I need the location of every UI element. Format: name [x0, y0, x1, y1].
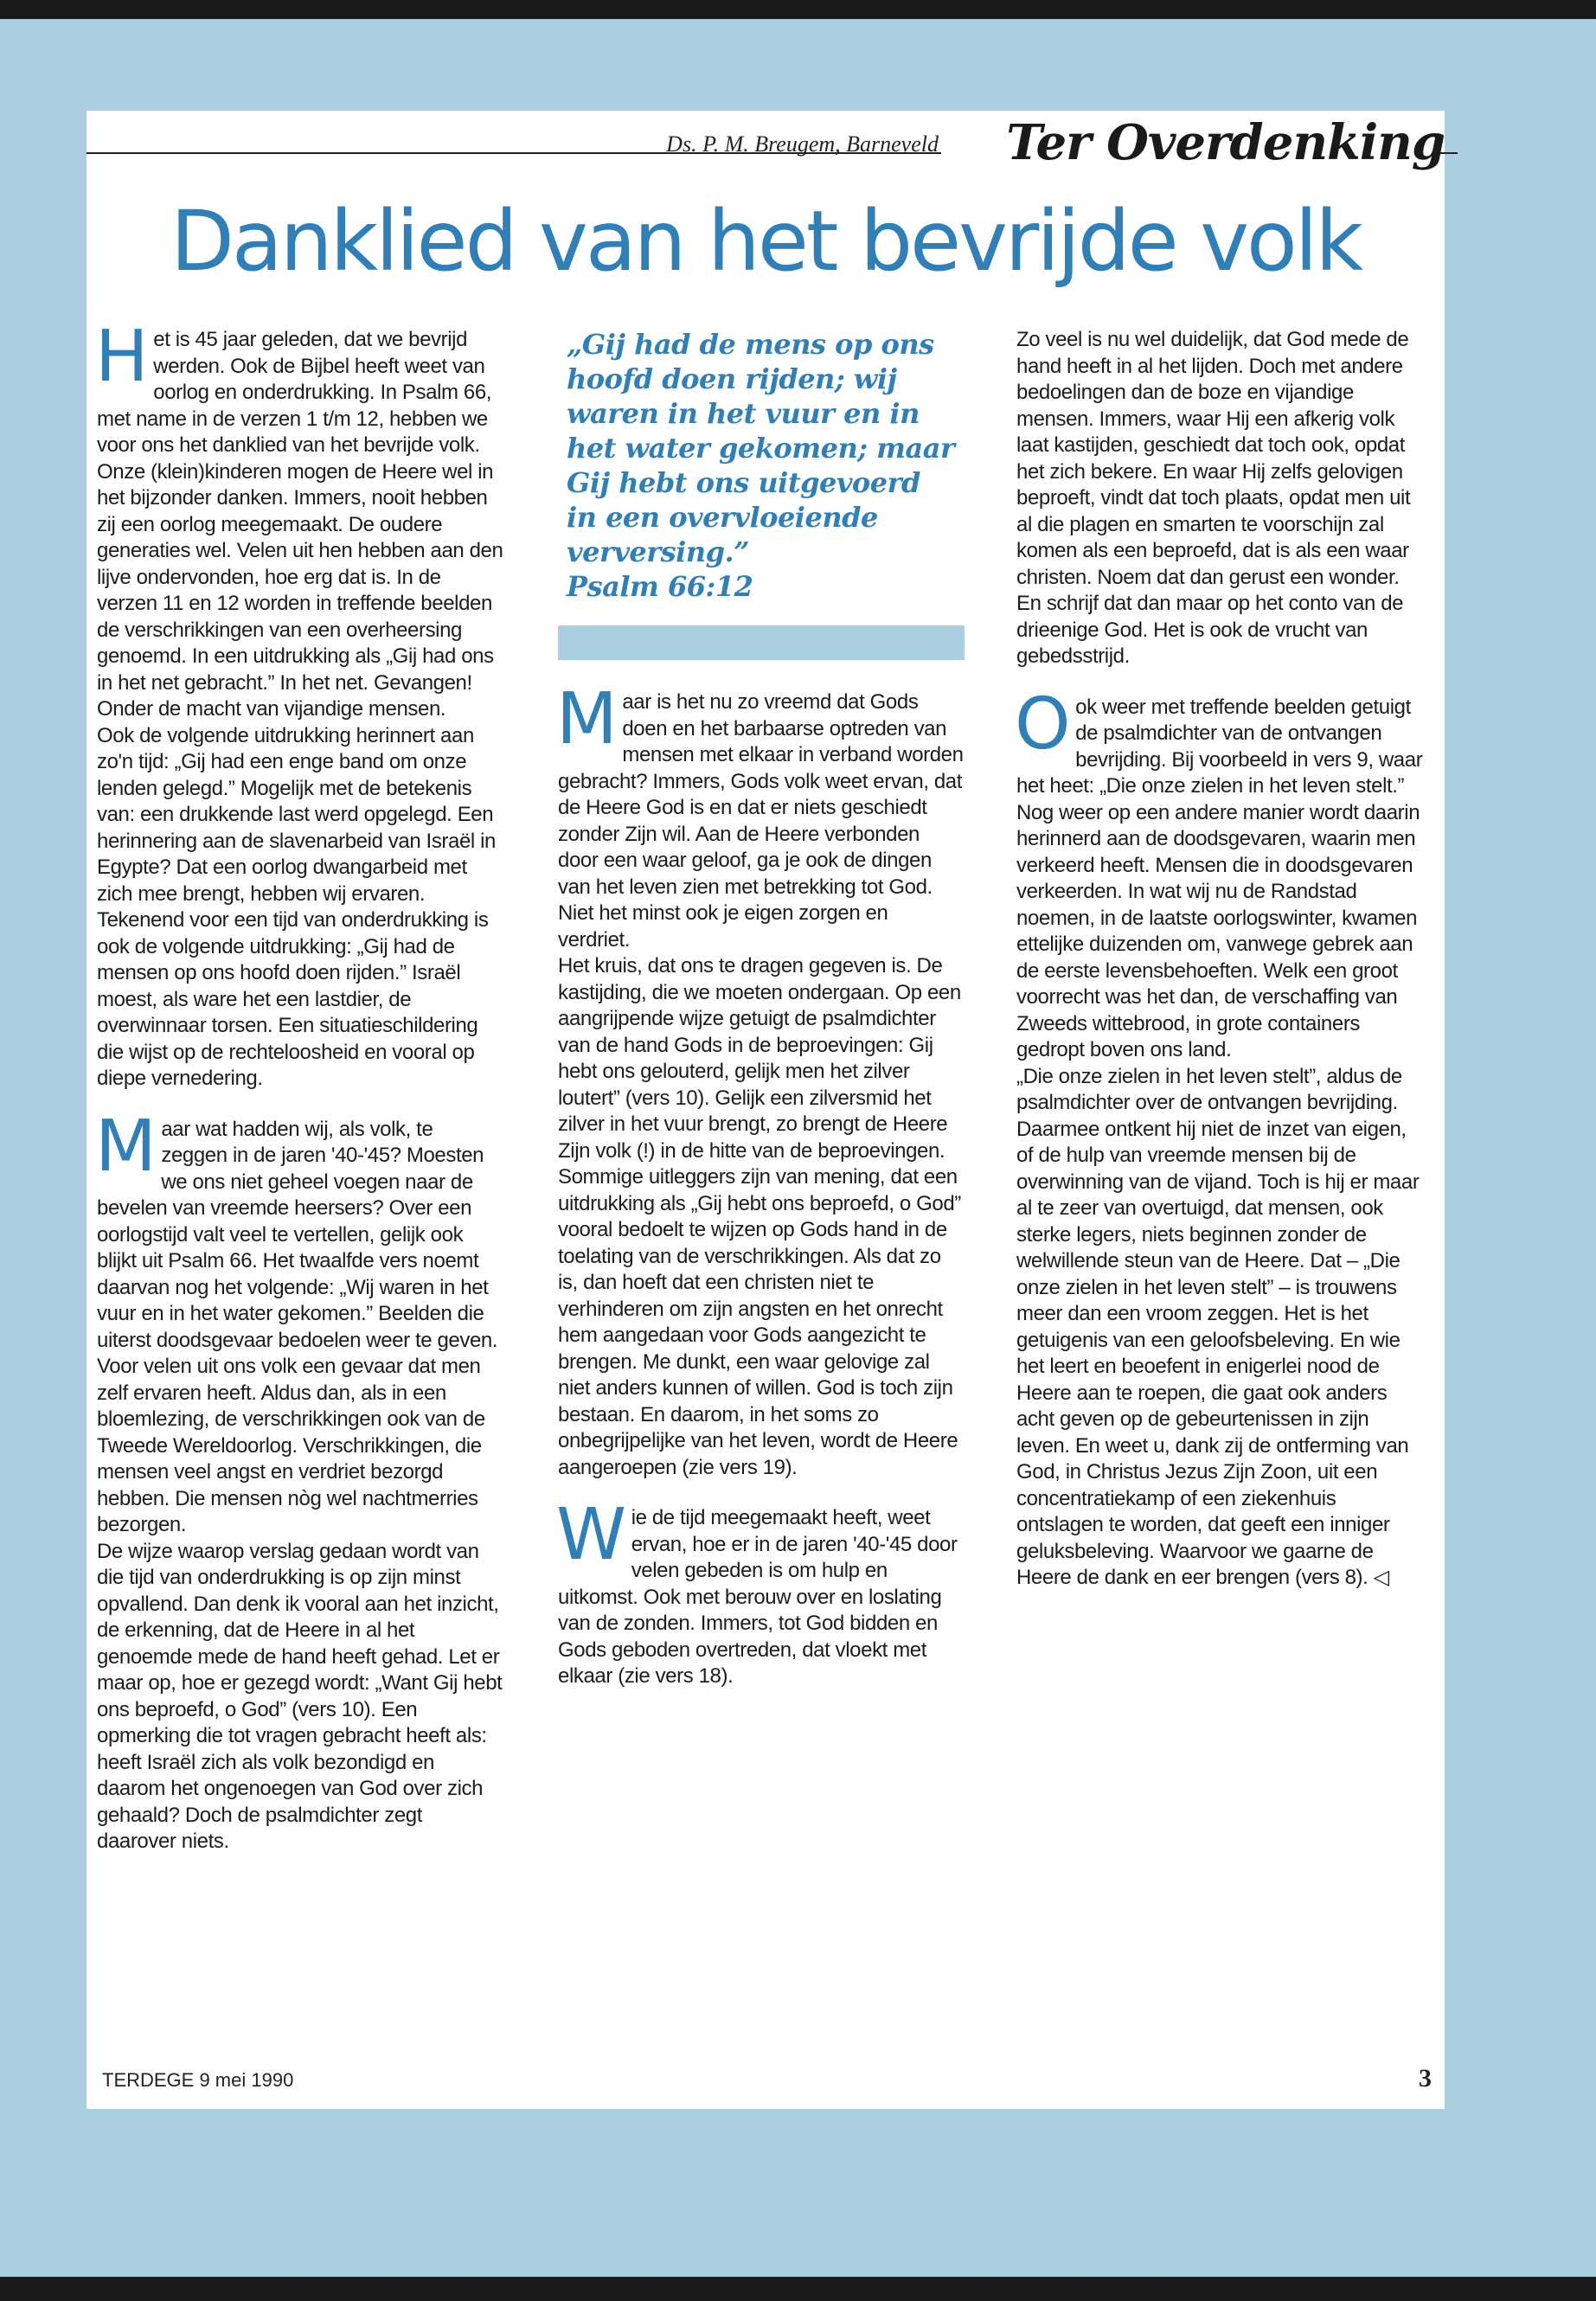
paragraph-2: Ook de volgende uitdrukking herinnert aan zo'n tijd: „Gij had een enge band om onze lenden gelegd.” Mogelijk met de betekenis van: een drukkende last werd opgelegd. Een herinnering aan de slavenarbeid van Israël in Egypte? Dat een oorlog dwangarbeid met zich mee brengt, hebben wij ervaren. Tekenend voor een tijd van onderdrukking is ook de volgende uitdrukking: „Gij had de mensen op ons hoofd doen rijden.” Israël moest, als ware het een lastdier, de overwinnaar torsen. Een situatieschildering die wijst op de rechteloosheid en vooral op diepe vernedering.: [97, 723, 496, 1090]
section-title: Ter Overdenking: [1006, 114, 1445, 171]
paragraph-6: Het kruis, dat ons te dragen gegeven is. De kastijding, die we moeten ondergaan. Op een aangrijpende wijze getuigt de psalmdichter van de hand Gods in de beproevingen: Gij hebt ons gelouterd, gelijk men het zilver loutert” (vers 10). Gelijk een zilversmid het zilver in het vuur brengt, zo brengt de Heere Zijn volk (!) in de hitte van de beproevingen. Sommige uitleggers zijn van mening, dat een uitdrukking als „Gij hebt ons beproefd, o God” vooral bedoelt te wijzen op Gods hand in de toelating van de verschrikkingen. Als dat zo is, dan hoeft dat een christen niet te verhinderen om zijn angsten en het onrecht hem aangedaan voor Gods aangezicht te brengen. Me dunkt, een waar gelovige zal niet anders kunnen of willen. God is toch zijn bestaan. En daarom, in het soms zo onbegrijpelijke van het leven, wordt de Heere aangeroepen (zie vers 19).: [558, 954, 961, 1479]
paragraph-text: aar is het nu zo vreemd dat Gods doen en het barbaarse optreden van mensen met elkaar in verband worden gebracht? Immers, Gods volk weet ervan, dat de Heere God is en dat er niets geschiedt zonder Zijn wil. Aan de Heere verbonden door een waar geloof, ga je ook de dingen van het leven zien met betrekking tot God. Niet het minst ook je eigen zorgen en verdriet.: [558, 690, 964, 952]
paragraph-text: aar wat hadden wij, als volk, te zeggen in de jaren '40-'45? Moesten we ons niet geheel voegen naar de bevelen van vreemde heersers? Over een oorlogstijd valt veel te vertellen, gelijk ook blijkt uit Psalm 66. Het twaalfde vers noemt daarvan nog het volgende: „Wij waren in het vuur en in het water gekomen.” Beelden die uiterst doodsgevaar bedoelen weer te geven. Voor velen uit ons volk een gevaar dat men zelf ervaren heeft. Aldus dan, als in een bloemlezing, de verschrikkingen ook van de Tweede Wereldoorlog. Verschrikkingen, die mensen veel angst en verdriet bezorgd hebben. Die mensen nòg wel nachtmerries bezorgen.: [97, 1117, 498, 1536]
paragraph-10: „Die onze zielen in het leven stelt”, aldus de psalmdichter over de ontvangen bevrijding. Daarmee ontkent hij niet de inzet van eigen, of de hulp van vreemde mensen bij de overwinning van de vijand. Toch is hij er maar al te zeer van overtuigd, dat mensen, ook sterke legers, niets beginnen zonder de welwillende steun van de Heere. Dat – „Die onze zielen in het leven stelt” – is trouwens meer dan een vroom zeggen. Het is het getuigenis van een geloofsbeleving. En wie het leert en beoefent in enigerlei nood de Heere aan te roepen, die gaat ook anders acht geven op de gebeurtenissen in zijn leven. En weet u, dank zij de ontferming van God, in Christus Jezus Zijn Zoon, uit een concentratiekamp of een ziekenhuis ontslagen te worden, dat geeft een inniger geluksbeleving. Waarvoor we gaarne de Heere de dank en eer brengen (vers 8). ◁: [1016, 1064, 1420, 1589]
drop-cap: O: [1015, 683, 1071, 766]
paragraph-8: Zo veel is nu wel duidelijk, dat God mede de hand heeft in al het lijden. Doch met andere bedoelingen dan de boze en vijandige mensen. Immers, waar Hij een afkerig volk laat kastijden, geschiedt dat toch ook, opdat het zich bekere. En waar Hij zelfs gelovigen beproeft, vindt dat toch plaats, opdat men uit al die plagen en smarten te voorschijn zal komen als een beproefd, dat is als een waar christen. Noem dat dan gerust een wonder. En schrijf dat dan maar op het conto van de drieenige God. Het is ook de vrucht van gebedsstrijd.: [1016, 328, 1411, 668]
drop-cap: H: [95, 316, 149, 398]
paragraph-text: ok weer met treffende beelden getuigt de psalmdichter van de ontvangen bevrijding. Bij voorbeeld in vers 9, waar het heet: „Die onze zielen in het leven stelt.” Nog weer op een andere manier wordt daarin herinnerd aan de doodsgevaren, waarin men verkeerd heeft. Mensen die in doodsgevaren verkeerden. In wat wij nu de Randstad noemen, in de laatste oorlogswinter, kwamen ettelijke duizenden om, vanwege gebrek aan de eerste levensbehoeften. Welk een groot voorrecht was het dan, de verschaffing van Zweeds wittebrood, in grote containers gedropt boven ons land.: [1016, 695, 1423, 1061]
paragraph-text: ie de tijd meegemaakt heeft, weet ervan, hoe er in de jaren '40-'45 door velen gebeden is om hulp en uitkomst. Ook met berouw over en loslating van de zonden. Immers, tot God bidden en Gods geboden overtreden, dat vloekt met elkaar (zie vers 18).: [558, 1506, 958, 1688]
paragraph-9: [1015, 683, 1423, 1064]
pull-quote-reference: Psalm 66:12: [567, 570, 753, 603]
drop-cap: M: [556, 678, 618, 760]
publication-date: TERDEGE 9 mei 1990: [102, 2069, 294, 2091]
column-3: [1016, 327, 1423, 1592]
paragraph-1: [95, 316, 503, 723]
drop-cap: W: [556, 1494, 626, 1576]
pull-quote-bar: [558, 625, 965, 660]
article-title: Danklied van het bevrijde volk: [170, 193, 1362, 290]
page-number: 3: [1419, 2064, 1432, 2093]
top-edge: [0, 0, 1596, 19]
column-2: [558, 327, 965, 1690]
paragraph-text: et is 45 jaar geleden, dat we bevrijd werden. Ook de Bijbel heeft weet van oorlog en onderdrukking. In Psalm 66, met name in de verzen 1 t/m 12, hebben we voor ons het danklied van het bevrijde volk. Onze (klein)kinderen mogen de Heere wel in het bijzonder danken. Immers, nooit hebben zij een oorlog meegemaakt. De oudere generaties wel. Velen uit hen hebben aan den lijve ondervonden, hoe erg dat is. In de verzen 11 en 12 worden in treffende beelden de verschrikkingen van een overheersing genoemd. In een uitdrukking als „Gij had ons in het net gebracht.” In het net. Gevangen! Onder de macht van vijandige mensen.: [97, 328, 503, 721]
magazine-page: [87, 111, 1445, 2109]
bottom-edge: [0, 2277, 1596, 2301]
paragraph-7: [556, 1494, 965, 1690]
paragraph-4: De wijze waarop verslag gedaan wordt van die tijd van onderdrukking is op zijn minst opvallend. Dan denk ik vooral aan het inzicht, de erkenning, dat de Heere in al het genoemde mede de hand heeft gehad. Let er maar op, hoe er gezegd wordt: „Want Gij hebt ons beproefd, o God” (vers 10). Een opmerking die tot vragen gebracht heeft als: heeft Israël zich als volk bezondigd en daarom het ongenoegen van God over zich gehaald? Doch de psalmdichter zegt daarover niets.: [97, 1539, 503, 1853]
author-byline: Ds. P. M. Breugem, Barneveld: [666, 131, 939, 157]
pull-quote-text: „Gij had de mens op ons hoofd doen rijden; wij waren in het vuur en in het water gekomen; maar Gij hebt ons uitgevoerd in een overvloeiende verversing.”: [567, 328, 955, 568]
drop-cap: M: [95, 1105, 157, 1188]
paragraph-5: [556, 678, 965, 953]
pull-quote: [558, 327, 965, 604]
paragraph-3: [95, 1105, 503, 1539]
column-1: [95, 316, 503, 1856]
